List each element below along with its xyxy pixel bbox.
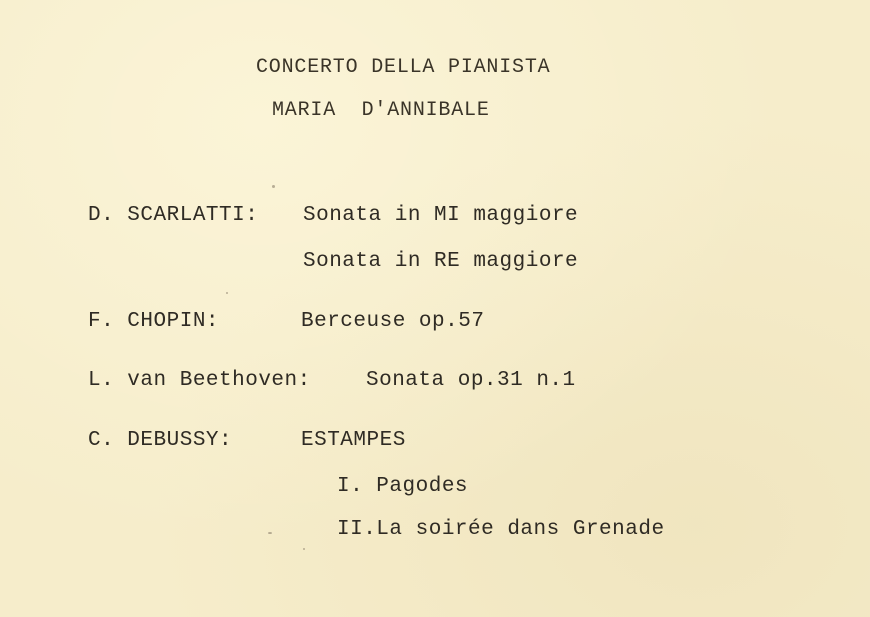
paper-speck bbox=[272, 185, 275, 188]
movement-debussy-1: I. Pagodes bbox=[337, 475, 469, 498]
piece-beethoven-1: Sonata op.31 n.1 bbox=[366, 369, 576, 392]
pianist-name: MARIA D'ANNIBALE bbox=[272, 99, 490, 122]
paper-speck bbox=[268, 532, 272, 534]
composer-chopin: F. CHOPIN: bbox=[88, 310, 220, 333]
paper-speck bbox=[303, 548, 305, 550]
composer-debussy: C. DEBUSSY: bbox=[88, 429, 233, 452]
movement-debussy-2: II.La soirée dans Grenade bbox=[337, 518, 665, 541]
paper-speck bbox=[226, 292, 228, 294]
piece-scarlatti-1: Sonata in MI maggiore bbox=[303, 204, 579, 227]
composer-beethoven: L. van Beethoven: bbox=[88, 369, 311, 392]
composer-scarlatti: D. SCARLATTI: bbox=[88, 204, 259, 227]
concert-title: CONCERTO DELLA PIANISTA bbox=[256, 56, 551, 79]
piece-chopin-1: Berceuse op.57 bbox=[301, 310, 485, 333]
piece-scarlatti-2: Sonata in RE maggiore bbox=[303, 250, 579, 273]
piece-debussy-1: ESTAMPES bbox=[301, 429, 406, 452]
